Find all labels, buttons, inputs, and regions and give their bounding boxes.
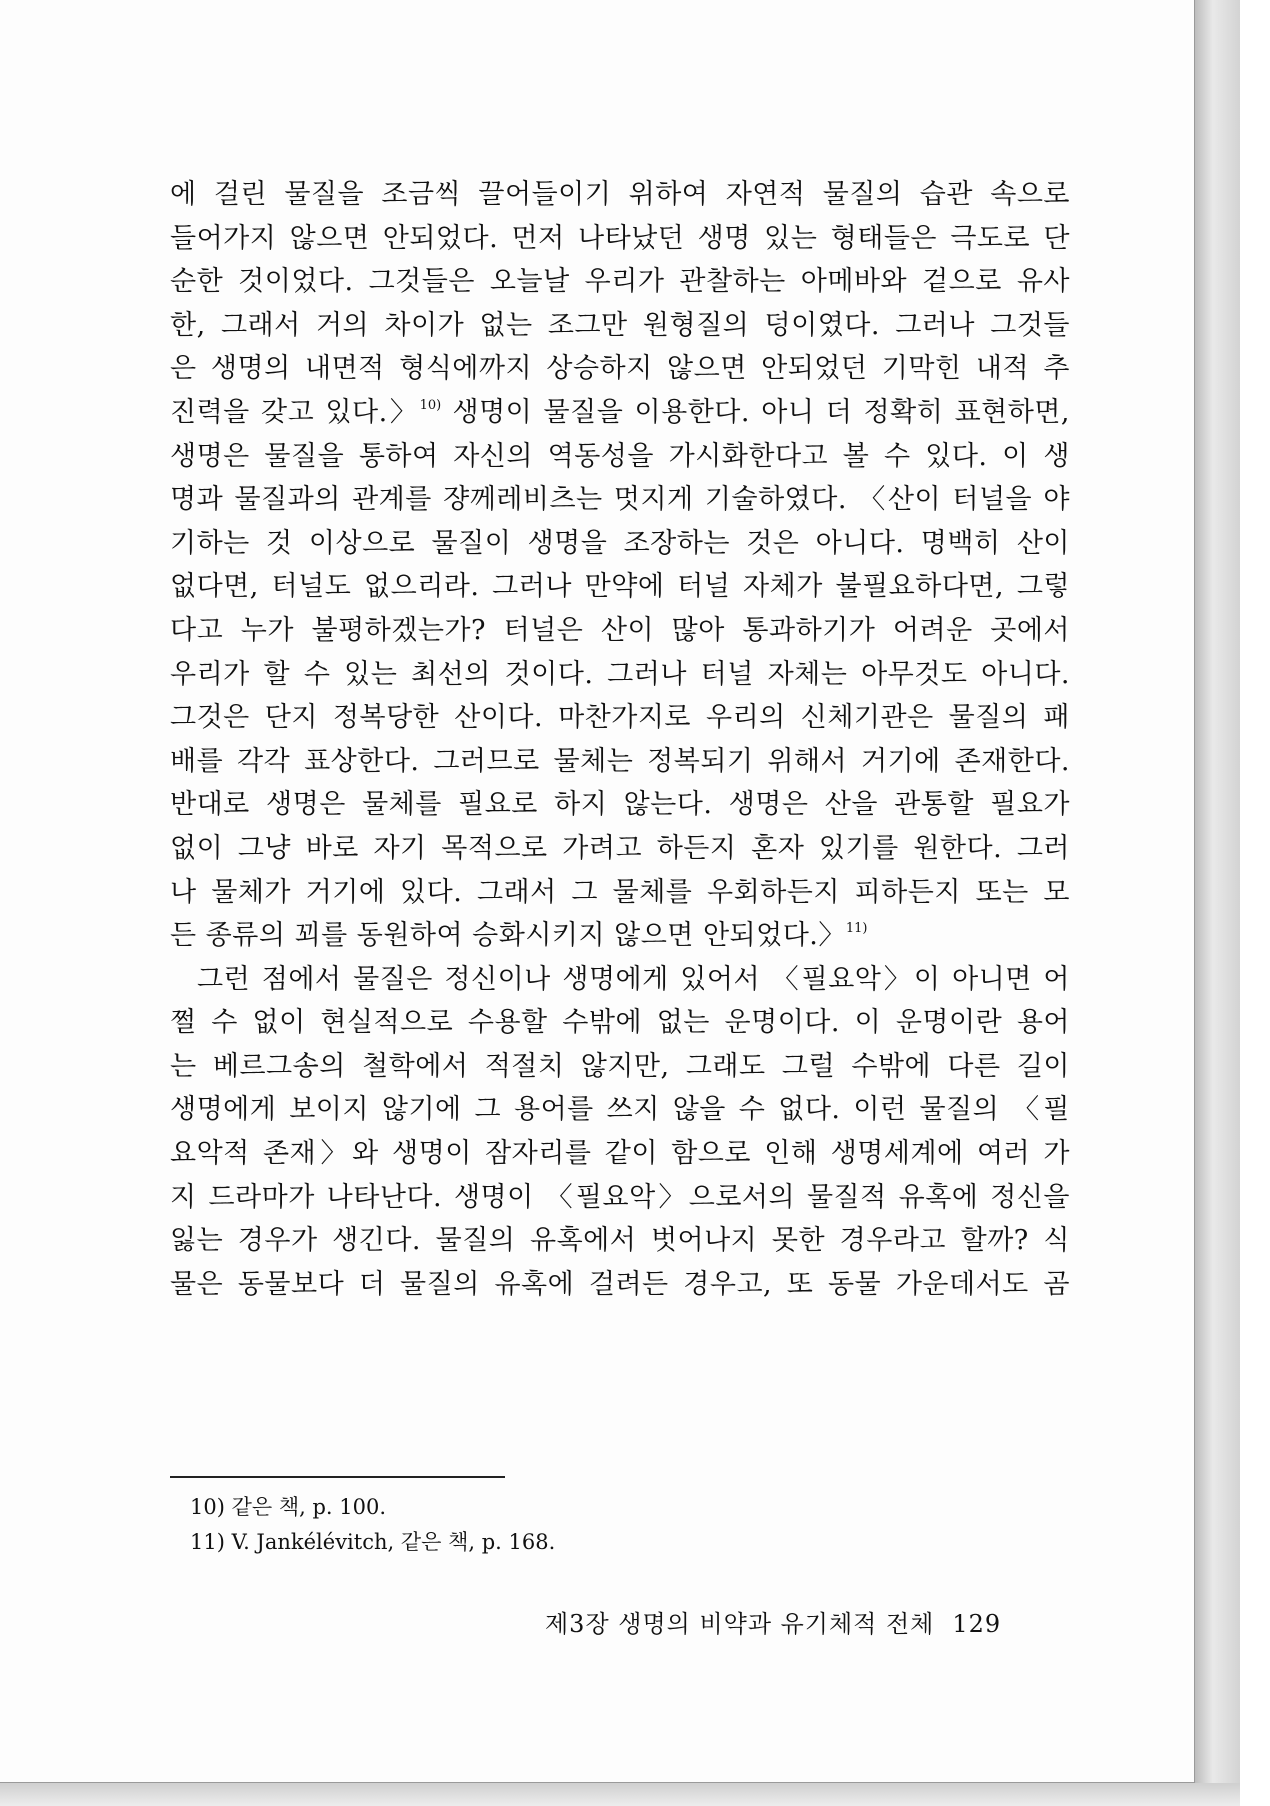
footnote: 10) 같은 책, p. 100.	[190, 1495, 387, 1519]
text-line: 지 드라마가 나타난다. 생명이 〈필요악〉으로서의 물질적 유혹에 정신을	[170, 1181, 1070, 1213]
text-line: 명과 물질과의 관계를 쟝께레비츠는 멋지게 기술하였다. 〈산이 터널을 야	[170, 484, 1070, 516]
text-line: 생명에게 보이지 않기에 그 용어를 쓰지 않을 수 없다. 이런 물질의 〈필	[170, 1094, 1070, 1126]
footnote-ref: 10)	[419, 397, 442, 413]
text-line: 없다면, 터널도 없으리라. 그러나 만약에 터널 자체가 불필요하다면, 그렇	[170, 571, 1070, 603]
text-line: 잃는 경우가 생긴다. 물질의 유혹에서 벗어나지 못한 경우라고 할까? 식	[170, 1225, 1070, 1257]
text-line: 없이 그냥 바로 자기 목적으로 가려고 하든지 혼자 있기를 원한다. 그러	[170, 832, 1070, 864]
text-line: 요악적 존재〉와 생명이 잠자리를 같이 함으로 인해 생명세계에 여러 가	[170, 1138, 1070, 1170]
body-text	[170, 173, 1070, 1306]
text-line: 에 걸린 물질을 조금씩 끌어들이기 위하여 자연적 물질의 습관 속으로	[170, 179, 1070, 210]
text-line: 들어가지 않으면 안되었다. 먼저 나타났던 생명 있는 형태들은 극도로 단	[170, 222, 1070, 254]
text-segment: 든 종류의 꾀를 동원하여 승화시키지 않으면 안되었다.〉	[170, 920, 846, 952]
text-line: 물은 동물보다 더 물질의 유혹에 걸려든 경우고, 또 동물 가운데서도 곰	[170, 1268, 1070, 1300]
book-edge-bottom	[0, 1783, 1240, 1806]
text-line: 그것은 단지 정복당한 산이다. 마찬가지로 우리의 신체기관은 물질의 패	[170, 702, 1070, 734]
text-segment: 진력을 갖고 있다.〉	[170, 396, 420, 428]
text-line	[170, 391, 1070, 435]
running-footer	[545, 1604, 1001, 1639]
footnote-ref: 11)	[845, 921, 868, 937]
text-line: 다고 누가 불평하겠는가? 터널은 산이 많아 통과하기가 어려운 곳에서	[170, 614, 1070, 646]
footnotes	[190, 1490, 555, 1560]
text-line: 기하는 것 이상으로 물질이 생명을 조장하는 것은 아니다. 명백히 산이	[170, 527, 1070, 559]
text-line: 나 물체가 거기에 있다. 그래서 그 물체를 우회하든지 피하든지 또는 모	[170, 876, 1070, 908]
text-line: 우리가 할 수 있는 최선의 것이다. 그러나 터널 자체는 아무것도 아니다.	[170, 658, 1070, 690]
page-number: 129	[952, 1610, 1002, 1638]
text-line: 생명은 물질을 통하여 자신의 역동성을 가시화한다고 볼 수 있다. 이 생	[170, 440, 1070, 472]
footnote-divider	[170, 1476, 505, 1478]
text-line: 배를 각각 표상한다. 그러므로 물체는 정복되기 위해서 거기에 존재한다.	[170, 745, 1070, 777]
text-line	[170, 914, 1070, 958]
footnote: 11) V. Jankélévitch, 같은 책, p. 168.	[190, 1530, 556, 1554]
text-line: 한, 그래서 거의 차이가 없는 조그만 원형질의 덩이였다. 그러나 그것들	[170, 309, 1070, 341]
text-line: 순한 것이었다. 그것들은 오늘날 우리가 관찰하는 아메바와 겉으로 유사	[170, 266, 1070, 298]
text-line: 는 베르그송의 철학에서 적절치 않지만, 그래도 그럴 수밖에 다른 길이	[170, 1050, 1070, 1082]
text-line: 그런 점에서 물질은 정신이나 생명에게 있어서 〈필요악〉이 아니면 어	[197, 963, 1070, 995]
text-segment: 생명이 물질을 이용한다. 아니 더 정확히 표현하면,	[441, 396, 1070, 428]
text-line: 반대로 생명은 물체를 필요로 하지 않는다. 생명은 산을 관통할 필요가	[170, 789, 1070, 821]
text-line: 은 생명의 내면적 형식에까지 상승하지 않으면 안되었던 기막힌 내적 추	[170, 353, 1070, 385]
text-line: 쩔 수 없이 현실적으로 수용할 수밖에 없는 운명이다. 이 운명이란 용어	[170, 1007, 1070, 1039]
chapter-title: 제3장 생명의 비약과 유기체적 전체	[545, 1610, 935, 1638]
book-edge-right	[1195, 0, 1240, 1806]
